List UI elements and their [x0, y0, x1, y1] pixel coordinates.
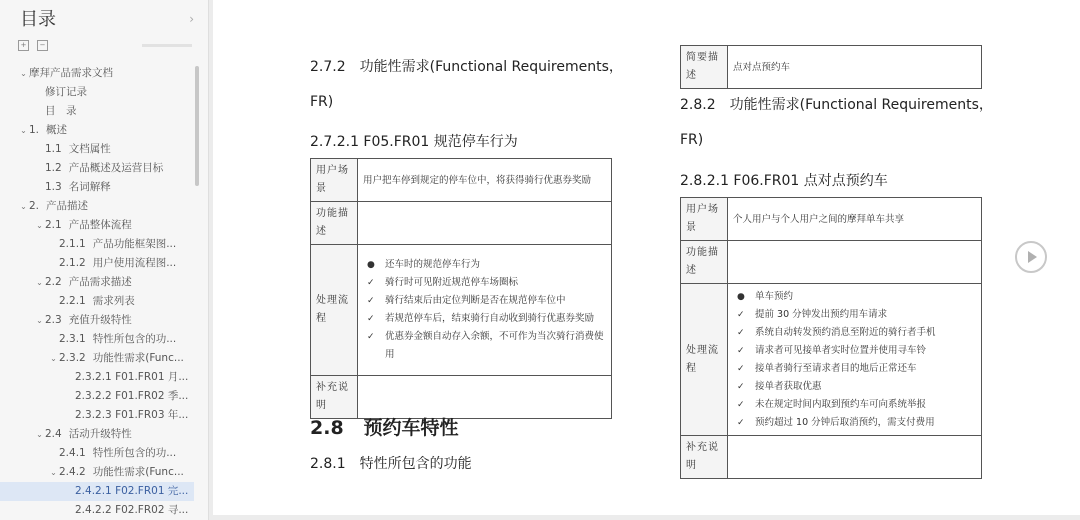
toc-item-label: 2.3.2.2 F01.FR02 季... [75, 390, 189, 402]
toc-item-label: 功能性需求(Func... [92, 352, 184, 364]
toc-item-label: 2.4.2.2 F02.FR02 寻... [75, 504, 189, 516]
heading-text: 预约车特性 [363, 417, 459, 439]
process-step-text: 预约超过 10 分钟后取消预约，需支付费用 [755, 416, 935, 428]
cell-value: 用户把车停到规定的停车位中，将获得骑行优惠券奖励 [358, 159, 612, 202]
sidebar-header [0, 0, 208, 36]
check-mark-icon: ✓ [367, 314, 375, 324]
toc-item[interactable] [0, 178, 194, 197]
toc-item[interactable] [0, 330, 194, 349]
toc-item[interactable] [0, 349, 194, 368]
toc-item-label: 活动升级特性 [68, 428, 132, 440]
cell-label: 处理流程 [681, 284, 728, 436]
heading-2-8-2-cont: FR) [680, 132, 704, 148]
bullet-icon: ● [737, 291, 745, 302]
toc-item[interactable] [0, 83, 194, 102]
toc-item-number: 1.3 [45, 181, 62, 193]
toc-item-label: 概述 [46, 124, 68, 136]
check-mark-icon: ✓ [737, 381, 745, 392]
process-step [363, 256, 606, 274]
check-mark-icon: ✓ [367, 332, 375, 342]
heading-2-8-1: 2.8.1 特性所包含的功能 [310, 456, 472, 472]
cell-value: 点对点预约车 [728, 46, 982, 89]
check-mark-icon: ✓ [737, 417, 745, 428]
cell-label: 简要描述 [681, 46, 728, 89]
toc-item[interactable] [0, 501, 194, 520]
process-step-text: 还车时的规范停车行为 [385, 259, 481, 270]
cell-label: 补充说明 [311, 376, 358, 419]
toc-item-label: 特性所包含的功... [92, 447, 177, 459]
toc-item[interactable] [0, 254, 194, 273]
chevron-down-icon[interactable]: ⌄ [36, 278, 43, 287]
toc-item-label: 修订记录 [45, 86, 87, 98]
toolbar-placeholder [142, 44, 192, 47]
check-mark-icon: ✓ [367, 278, 375, 288]
cell-value: 个人用户与个人用户之间的摩拜单车共享 [728, 198, 982, 241]
toc-item-label: 2.3.2.1 F01.FR01 月... [75, 371, 189, 383]
cell-label: 补充说明 [681, 436, 728, 479]
toc-item[interactable] [0, 159, 194, 178]
toc-item-label: 充值升级特性 [68, 314, 132, 326]
toc-item-number: 2.1.2 [59, 257, 86, 269]
heading-2-7-2: 2.7.2 功能性需求(Functional Requirements， [310, 59, 623, 75]
sidebar-toolbar [0, 36, 208, 54]
process-step-text: 请求者可见接单者实时位置并使用寻车铃 [755, 344, 927, 356]
requirement-table-f06 [680, 197, 982, 479]
cell-value [728, 436, 982, 479]
toc-item-number: 1.1 [45, 143, 62, 155]
collapse-all-icon[interactable]: − [37, 40, 48, 51]
toc-item[interactable] [0, 444, 194, 463]
document-page [213, 0, 1080, 515]
toc-item-number: 2.2.1 [59, 295, 86, 307]
process-step [733, 342, 976, 360]
toc-item-label: 产品描述 [46, 200, 89, 212]
toc-item[interactable] [0, 102, 194, 121]
toc-item[interactable] [0, 406, 194, 425]
toc-item-number: 1. [29, 124, 40, 136]
sidebar-title: 目录 [20, 9, 56, 30]
heading-2-8-2-1: 2.8.2.1 F06.FR01 点对点预约车 [680, 173, 888, 189]
process-step-text: 未在规定时间内取到预约车可向系统举报 [755, 398, 927, 410]
toc-item-label: 2.4.2.1 F02.FR01 完... [75, 485, 189, 497]
heading-2-8-2: 2.8.2 功能性需求(Functional Requirements， [680, 97, 993, 113]
process-step [733, 396, 976, 414]
toc-item[interactable] [0, 197, 194, 216]
next-page-icon[interactable] [1015, 241, 1047, 273]
process-step [363, 328, 606, 364]
toc-item-label: 目 录 [45, 105, 77, 117]
process-step [733, 414, 976, 432]
process-step-text: 接单者获取优惠 [755, 380, 822, 392]
expand-all-icon[interactable]: + [18, 40, 29, 51]
cell-label: 功能描述 [681, 241, 728, 284]
toc-item[interactable] [0, 140, 194, 159]
process-step [363, 274, 606, 292]
sidebar-scrollbar[interactable] [195, 66, 199, 186]
process-step [363, 310, 606, 328]
toc-item[interactable] [0, 387, 194, 406]
process-list [733, 288, 976, 432]
chevron-down-icon[interactable]: ⌄ [36, 316, 43, 325]
toc-item-number: 2.4.1 [59, 447, 86, 459]
check-mark-icon: ✓ [367, 296, 375, 306]
process-step [733, 360, 976, 378]
toc-item[interactable] [0, 482, 194, 501]
toc-item-label: 名词解释 [68, 181, 111, 193]
toc-item-label: 2.3.2.3 F01.FR03 年... [75, 409, 189, 421]
toc-item-label: 产品需求描述 [68, 276, 132, 288]
cell-value [728, 241, 982, 284]
toc-sidebar [0, 0, 209, 520]
cell-label: 功能描述 [311, 202, 358, 245]
toc-item[interactable] [0, 425, 194, 444]
toc-item-number: 2.2 [45, 276, 62, 288]
toc-item[interactable] [0, 121, 194, 140]
toc-item-number: 2.3.1 [59, 333, 86, 345]
chevron-down-icon[interactable]: ⌄ [50, 354, 57, 363]
toc-item-number: 2.3 [45, 314, 62, 326]
toc-item-number: 1.2 [45, 162, 62, 174]
process-step-text: 若规范停车后，结束骑行自动收到骑行优惠券奖励 [385, 313, 595, 324]
requirement-table-f05 [310, 158, 612, 419]
process-step-text: 接单者骑行至请求者目的地后正常还车 [755, 362, 917, 374]
cell-value [358, 245, 612, 376]
toc-item-number: 2.1 [45, 219, 62, 231]
process-step-text: 提前 30 分钟发出预约用车请求 [755, 308, 888, 320]
toc-item-number: 2.4 [45, 428, 62, 440]
toc-item-number: 2. [29, 200, 40, 212]
chevron-down-icon[interactable]: ⌄ [20, 202, 27, 211]
bullet-icon: ● [367, 260, 375, 270]
process-step [733, 378, 976, 396]
toc-item-number: 2.4.2 [59, 466, 86, 478]
process-list [363, 256, 606, 364]
process-step [733, 288, 976, 306]
toc-item-label: 功能性需求(Func... [92, 466, 184, 478]
toc-item[interactable] [0, 64, 194, 83]
check-mark-icon: ✓ [737, 327, 745, 338]
toc-item-label: 摩拜产品需求文档 [29, 67, 113, 79]
toc-item-label: 用户使用流程图... [92, 257, 177, 269]
toc-item-number: 2.3.2 [59, 352, 86, 364]
process-step-text: 单车预约 [755, 290, 794, 302]
process-step-text: 骑行时可见附近规范停车场圈标 [385, 277, 519, 288]
toc-item[interactable] [0, 216, 194, 235]
process-step-text: 系统自动转发预约消息至附近的骑行者手机 [755, 326, 936, 338]
chevron-down-icon[interactable]: ⌄ [20, 69, 27, 78]
chevron-down-icon[interactable]: ⌄ [20, 126, 27, 135]
toc-item[interactable] [0, 311, 194, 330]
toc-item-label: 文档属性 [68, 143, 111, 155]
chevron-down-icon[interactable]: ⌄ [36, 430, 43, 439]
check-mark-icon: ✓ [737, 363, 745, 374]
toc-item-label: 产品整体流程 [68, 219, 132, 231]
heading-2-7-2-cont: FR) [310, 94, 334, 110]
toc-list [0, 64, 194, 520]
process-step [733, 324, 976, 342]
cell-label: 处理流程 [311, 245, 358, 376]
cell-label: 用户场景 [681, 198, 728, 241]
toc-item[interactable] [0, 235, 194, 254]
toc-item-label: 特性所包含的功... [92, 333, 177, 345]
process-step [363, 292, 606, 310]
process-step [733, 306, 976, 324]
toc-item-number: 2.1.1 [59, 238, 86, 250]
check-mark-icon: ✓ [737, 309, 745, 320]
heading-2-8 [310, 413, 459, 440]
toc-item[interactable] [0, 463, 194, 482]
toc-item[interactable] [0, 368, 194, 387]
toc-item-label: 产品概述及运营目标 [68, 162, 164, 174]
check-mark-icon: ✓ [737, 345, 745, 356]
toc-item[interactable] [0, 273, 194, 292]
cell-value [358, 202, 612, 245]
cell-value [728, 284, 982, 436]
heading-number: 2.8 [310, 417, 344, 439]
check-mark-icon: ✓ [737, 399, 745, 410]
cell-label: 用户场景 [311, 159, 358, 202]
chevron-down-icon[interactable]: ⌄ [50, 468, 57, 477]
toc-item-label: 需求列表 [92, 295, 135, 307]
toc-item[interactable] [0, 292, 194, 311]
chevron-down-icon[interactable]: ⌄ [36, 221, 43, 230]
brief-description-table [680, 45, 982, 89]
process-step-text: 骑行结束后由定位判断是否在规范停车位中 [385, 295, 566, 306]
heading-2-7-2-1: 2.7.2.1 F05.FR01 规范停车行为 [310, 134, 518, 150]
toc-item-label: 产品功能框架图... [92, 238, 177, 250]
chevron-left-icon[interactable]: › [189, 12, 194, 26]
process-step-text: 优惠券金额自动存入余额，不可作为当次骑行消费使用 [385, 331, 604, 360]
